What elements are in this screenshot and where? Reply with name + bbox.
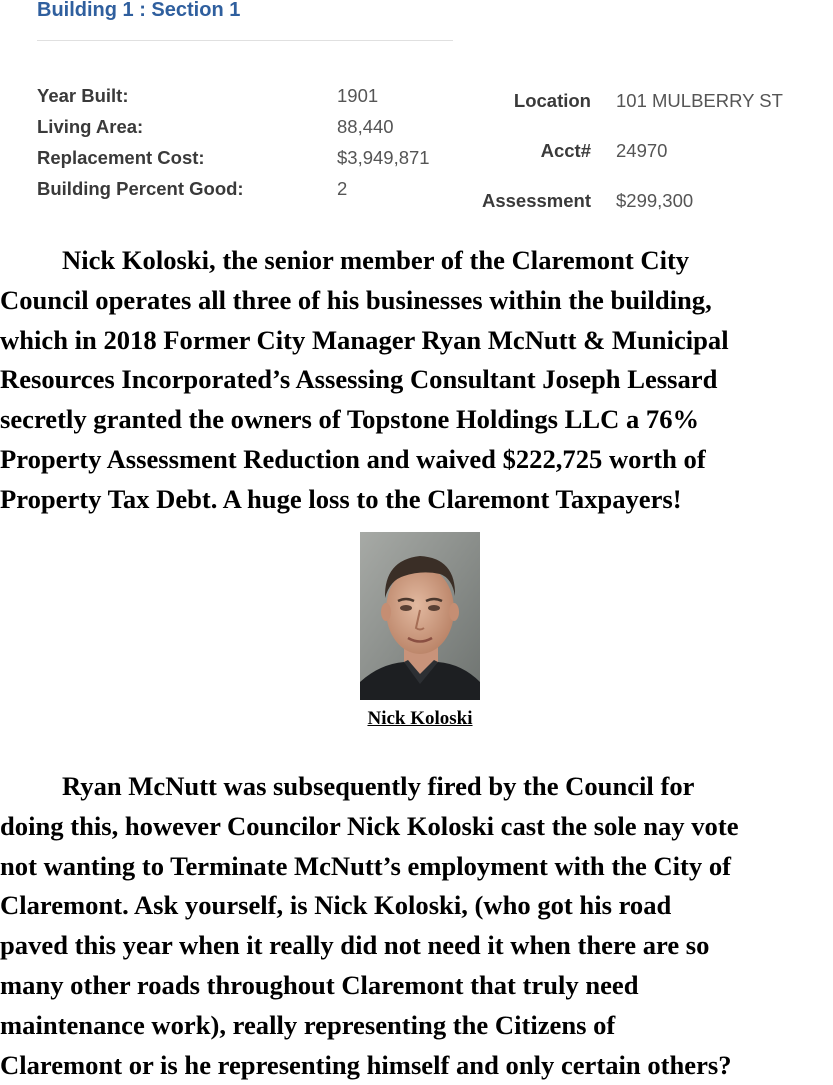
year-built-label: Year Built: bbox=[37, 85, 129, 106]
paragraph-line: maintenance work), really representing the Citizens of bbox=[0, 1009, 616, 1040]
paragraph-line: many other roads throughout Claremont that truly need bbox=[0, 969, 639, 1000]
location-value: 101 MULBERRY ST bbox=[616, 90, 783, 111]
paragraph-line: Resources Incorporated’s Assessing Consultant Joseph Lessard bbox=[0, 364, 718, 395]
replacement-cost-value: $3,949,871 bbox=[337, 147, 430, 168]
paragraph-line: which in 2018 Former City Manager Ryan McNutt & Municipal bbox=[0, 324, 729, 355]
paragraph-line: not wanting to Terminate McNutt’s employment with the City of bbox=[0, 850, 732, 881]
year-built-value: 1901 bbox=[337, 85, 379, 106]
paragraph-line: doing this, however Councilor Nick Koloski cast the sole nay vote bbox=[0, 810, 739, 841]
living-area-value: 88,440 bbox=[337, 116, 394, 137]
paragraph-line: Claremont or is he representing himself and only certain others? bbox=[0, 1049, 732, 1080]
paragraph-2 bbox=[0, 767, 833, 1085]
paragraph-line: secretly granted the owners of Topstone Holdings LLC a 76% bbox=[0, 404, 700, 435]
portrait-photo bbox=[360, 532, 480, 700]
portrait-image bbox=[360, 532, 480, 700]
title-divider bbox=[37, 40, 453, 41]
paragraph-line: Property Assessment Reduction and waived $222,725 worth of bbox=[0, 443, 706, 474]
living-area-label: Living Area: bbox=[37, 116, 144, 137]
replacement-cost-label: Replacement Cost: bbox=[37, 147, 205, 168]
paragraph-line: Nick Koloski, the senior member of the Claremont City bbox=[62, 245, 690, 275]
paragraph-line: Ryan McNutt was subsequently fired by the Council for bbox=[62, 771, 695, 801]
paragraph-line: paved this year when it really did not need it when there are so bbox=[0, 930, 710, 961]
paragraph-line: Property Tax Debt. A huge loss to the Claremont Taxpayers! bbox=[0, 483, 682, 514]
percent-good-value: 2 bbox=[337, 178, 348, 199]
paragraph-line: Claremont. Ask yourself, is Nick Koloski, (who got his road bbox=[0, 890, 672, 921]
paragraph-line: Council operates all three of his businesses within the building, bbox=[0, 284, 712, 315]
percent-good-label: Building Percent Good: bbox=[37, 178, 244, 199]
acct-value: 24970 bbox=[616, 140, 668, 161]
assessment-label: Assessment bbox=[481, 190, 591, 211]
location-label: Location bbox=[513, 90, 591, 111]
section-title: Building 1 : Section 1 bbox=[37, 0, 241, 21]
photo-caption: Nick Koloski bbox=[367, 708, 473, 729]
assessment-value: $299,300 bbox=[616, 190, 694, 211]
paragraph-1 bbox=[0, 241, 833, 520]
acct-label: Acct# bbox=[540, 140, 591, 161]
